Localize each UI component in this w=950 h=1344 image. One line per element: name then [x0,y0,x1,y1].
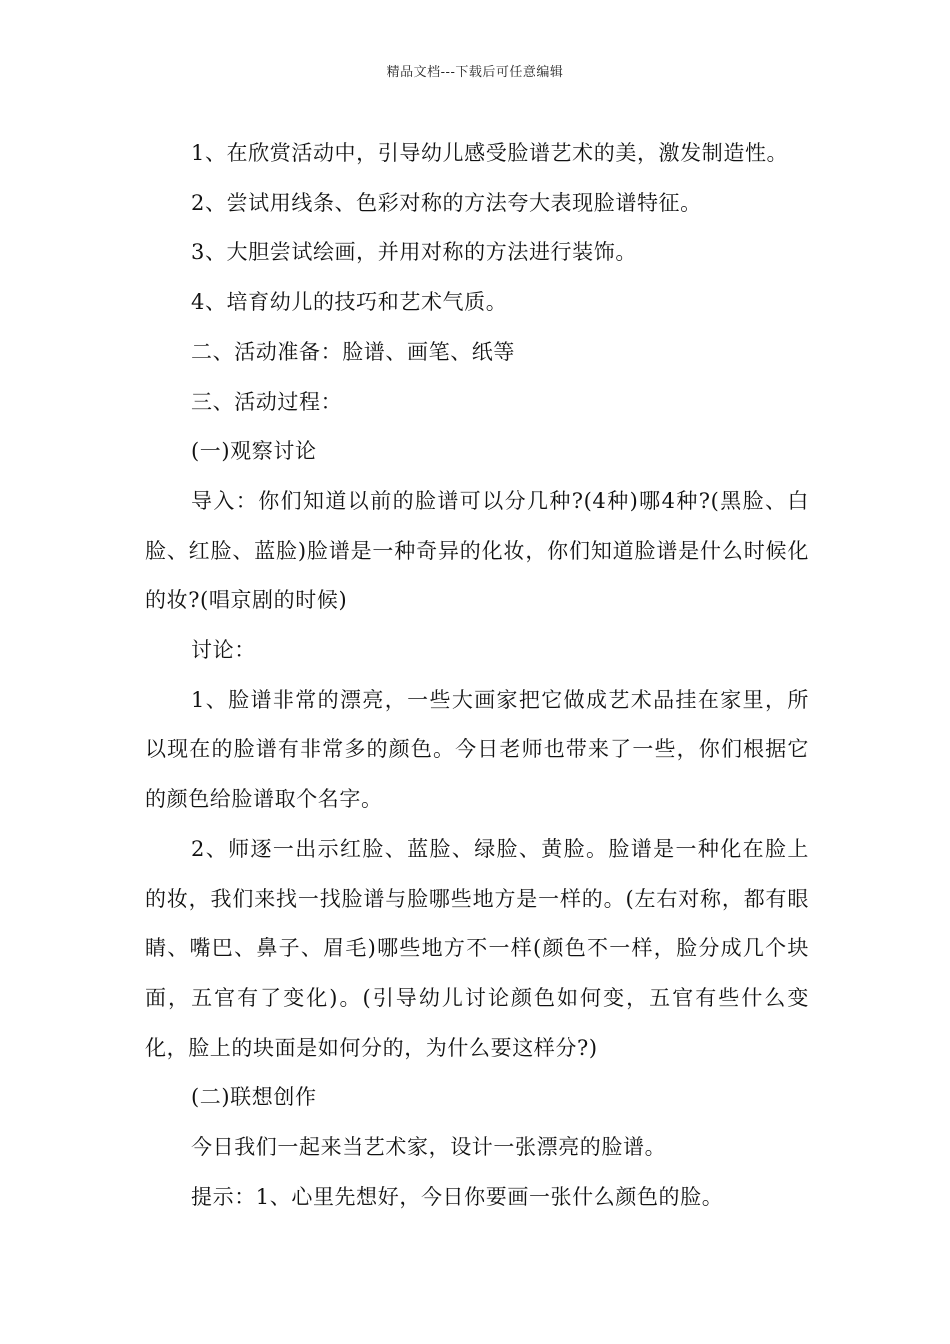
paragraph-discussion-2: 2、师逐一出示红脸、蓝脸、绿脸、黄脸。脸谱是一种化在脸上的妆，我们来找一找脸谱与脸哪些地方是一样的。(左右对称，都有眼睛、嘴巴、鼻子、眉毛)哪些地方不一样(颜色不一样，脸分成几个块面，五官有了变化)。(引导幼儿讨论颜色如何变，五官有些什么变化，脸上的块面是如何分的，为什么要这样分?) [145,836,809,1060]
paragraph-goal-4: 4、培育幼儿的技巧和艺术气质。 [191,290,508,315]
paragraph-goal-2: 2、尝试用线条、色彩对称的方法夸大表现脸谱特征。 [191,190,702,215]
page-header: 精品文档---下载后可任意编辑 [386,65,564,80]
paragraph-discussion-label: 讨论： [191,638,256,663]
section-heading-preparation: 二、活动准备：脸谱、画笔、纸等 [191,339,515,364]
paragraph-introduction: 导入：你们知道以前的脸谱可以分几种?(4种)哪4种?(黑脸、白脸、红脸、蓝脸)脸谱是一种奇异的化妆，你们知道脸谱是什么时候化的妆?(唱京剧的时候) [145,488,809,613]
subsection-heading-observation: (一)观察讨论 [191,439,317,464]
paragraph-discussion-1: 1、脸谱非常的漂亮，一些大画家把它做成艺术品挂在家里，所以现在的脸谱有非常多的颜色。今日老师也带来了一些，你们根据它的颜色给脸谱取个名字。 [145,687,809,812]
paragraph-creation-intro: 今日我们一起来当艺术家，设计一张漂亮的脸谱。 [191,1135,667,1160]
subsection-heading-creation: (二)联想创作 [191,1085,317,1110]
section-heading-process: 三、活动过程： [191,389,343,414]
paragraph-goal-3: 3、大胆尝试绘画，并用对称的方法进行装饰。 [191,240,637,265]
paragraph-creation-tip: 提示：1、心里先想好，今日你要画一张什么颜色的脸。 [191,1184,724,1209]
document-body [145,129,809,1222]
paragraph-goal-1: 1、在欣赏活动中，引导幼儿感受脸谱艺术的美，激发制造性。 [191,141,789,165]
